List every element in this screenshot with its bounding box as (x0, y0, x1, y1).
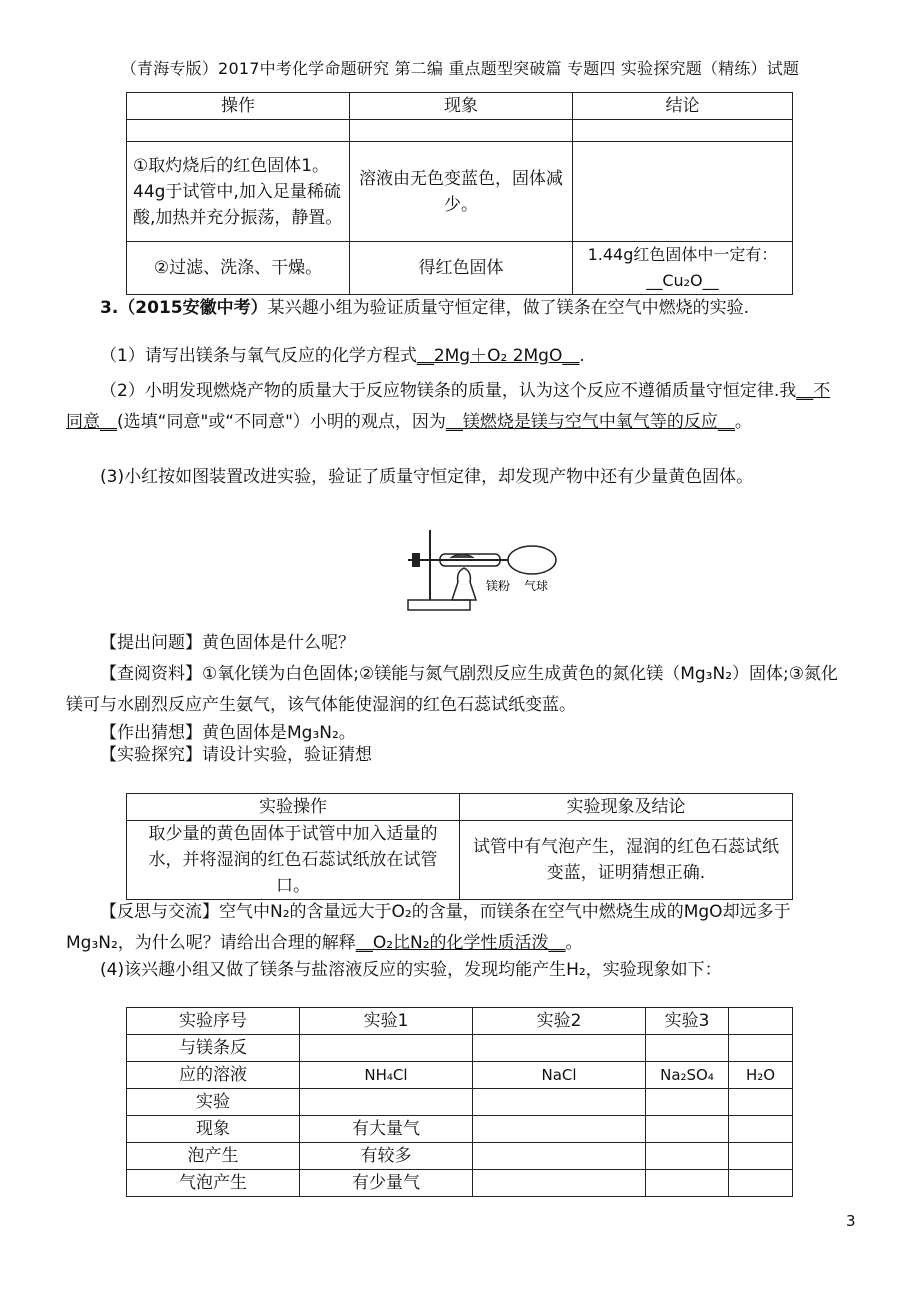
balloon (508, 546, 556, 574)
table1-header-op: 操作 (127, 93, 350, 120)
table-cell: NH₄Cl (300, 1062, 473, 1089)
question-number: 3. (100, 298, 119, 318)
table-cell (300, 1035, 473, 1062)
table-cell (729, 1116, 793, 1143)
table-cell: 现象 (127, 1116, 300, 1143)
table-cell (473, 1035, 646, 1062)
section-hypothesis: 【作出猜想】黄色固体是Mg₃N₂。 (100, 723, 356, 743)
section-reflection: 【反思与交流】空气中N₂的含量远大于O₂的含量，而镁条在空气中燃烧生成的MgO却远多于Mg₃N₂，为什么呢？请给出合理的解释__O₂比N₂的化学性质活泼__。 (66, 902, 791, 953)
label-mg: 镁粉 (486, 579, 511, 593)
section-question: 【提出问题】黄色固体是什么呢？ (100, 633, 355, 653)
table-cell (473, 1089, 646, 1116)
table-cell (729, 1143, 793, 1170)
part-3: (3)小红按如图装置改进实验，验证了质量守恒定律，却发现产物中还有少量黄色固体。 (100, 467, 754, 487)
clamp-knob (412, 553, 420, 567)
table3-header-1: 实验1 (300, 1008, 473, 1035)
table3-header-0: 实验序号 (127, 1008, 300, 1035)
table-cell: 与镁条反 (127, 1035, 300, 1062)
table-cell (300, 1089, 473, 1116)
apparatus-figure (400, 518, 570, 618)
table-cell: 试管中有气泡产生，湿润的红色石蕊试纸变蓝，证明猜想正确. (460, 821, 793, 900)
table-cell: 泡产生 (127, 1143, 300, 1170)
table-cell: 得红色固体 (350, 242, 573, 295)
table-cell (473, 1143, 646, 1170)
table3-header-3: 实验3 (646, 1008, 729, 1035)
table-experiment-3 (126, 1007, 793, 1197)
section-reference: 【查阅资料】①氧化镁为白色固体;②镁能与氮气剧烈反应生成黄色的氮化镁（Mg₃N₂）固体;③氮化镁可与水剧烈反应产生氨气，该气体能使湿润的红色石蕊试纸变蓝。 (66, 664, 838, 715)
answer-equation: __2Mg＋O₂ 2MgO__ (416, 346, 580, 366)
table-cell (573, 142, 793, 242)
table-cell: NaCl (473, 1062, 646, 1089)
label-balloon: 气球 (524, 579, 549, 593)
table-experiment-1 (126, 92, 793, 295)
table-cell: 有较多 (300, 1143, 473, 1170)
lamp (452, 568, 476, 600)
answer-reason: __镁燃烧是镁与空气中氧气等的反应__ (445, 412, 735, 432)
question-source: （2015安徽中考） (118, 298, 268, 318)
table3-header-2: 实验2 (473, 1008, 646, 1035)
table-cell (646, 1116, 729, 1143)
table-cell (729, 1170, 793, 1197)
question-text: 某兴趣小组为验证质量守恒定律，做了镁条在空气中燃烧的实验. (267, 298, 750, 318)
table-cell: 有大量气 (300, 1116, 473, 1143)
table2-header-op: 实验操作 (127, 794, 460, 821)
table-cell (350, 120, 573, 142)
stand-base (408, 600, 470, 610)
table-cell (646, 1143, 729, 1170)
table-cell (646, 1089, 729, 1116)
table-cell: 溶液由无色变蓝色，固体减少。 (350, 142, 573, 242)
table-cell (127, 120, 350, 142)
table-cell: 有少量气 (300, 1170, 473, 1197)
answer-explanation: __O₂比N₂的化学性质活泼__ (355, 933, 566, 953)
table-cell: ②过滤、洗涤、干燥。 (127, 242, 350, 295)
part-1: （1）请写出镁条与氧气反应的化学方程式__2Mg＋O₂ 2MgO__. (100, 346, 585, 366)
table-cell (473, 1116, 646, 1143)
question-3 (100, 293, 880, 324)
table-cell (573, 120, 793, 142)
table-experiment-2 (126, 793, 793, 900)
table-cell: Na₂SO₄ (646, 1062, 729, 1089)
page-header: （青海专版）2017中考化学命题研究 第二编 重点题型突破篇 专题四 实验探究题（精练）试题 (120, 59, 800, 78)
table3-header-4 (729, 1008, 793, 1035)
table-cell: 气泡产生 (127, 1170, 300, 1197)
answer-agree: __不同意__ (66, 381, 831, 432)
table-cell (729, 1035, 793, 1062)
table-cell (646, 1170, 729, 1197)
part-4: (4)该兴趣小组又做了镁条与盐溶液反应的实验，发现均能产生H₂，实验现象如下： (100, 960, 722, 980)
table-cell: 1.44g红色固体中一定有：__Cu₂O__ (573, 242, 793, 295)
table-cell: ①取灼烧后的红色固体1。44g于试管中,加入足量稀硫酸,加热并充分振荡，静置。 (127, 142, 350, 242)
table-cell (646, 1035, 729, 1062)
table1-header-phenomenon: 现象 (350, 93, 573, 120)
table-cell (473, 1170, 646, 1197)
part-2: （2）小明发现燃烧产物的质量大于反应物镁条的质量，认为这个反应不遵循质量守恒定律.我__不同意__(选填“同意"或“不同意"）小明的观点，因为__镁燃烧是镁与空气中氧气等的反应__。 (66, 381, 831, 432)
page-number: 3 (846, 1212, 856, 1230)
table2-header-result: 实验现象及结论 (460, 794, 793, 821)
section-experiment: 【实验探究】请设计实验，验证猜想 (100, 745, 372, 765)
table-cell: H₂O (729, 1062, 793, 1089)
table-cell: 取少量的黄色固体于试管中加入适量的水，并将湿润的红色石蕊试纸放在试管口。 (127, 821, 460, 900)
table-cell (729, 1089, 793, 1116)
table-cell: 应的溶液 (127, 1062, 300, 1089)
table1-header-conclusion: 结论 (573, 93, 793, 120)
table-cell: 实验 (127, 1089, 300, 1116)
